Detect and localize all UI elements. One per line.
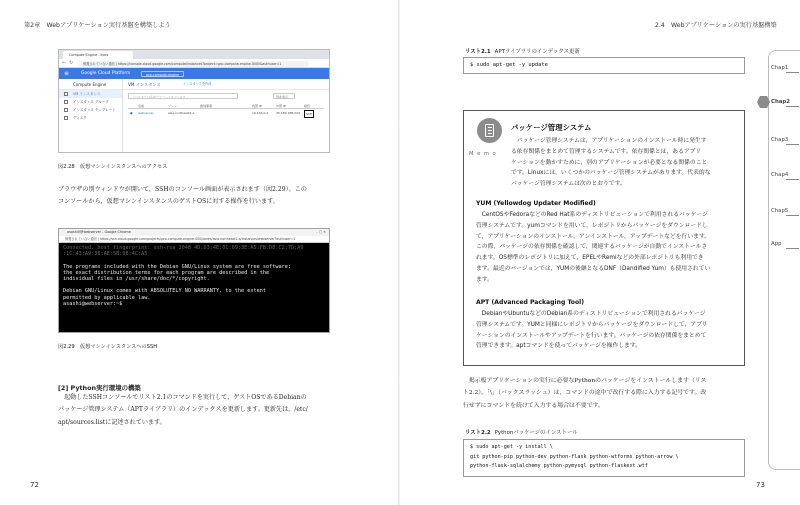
paragraph-python-packages: 掲示板アプリケーションの実行に必要なPythonのパッケージをインストールします（リス ト2.2）。「\」（バックスラッシュ）は，コマンドの途中で改行する際に入力する記号です。改 行せずにコマンドを続けて入力する場合は不要です。 bbox=[463, 378, 707, 409]
browser-url-bar bbox=[59, 59, 329, 68]
gcp-main bbox=[123, 79, 329, 152]
listing-2-2-code: $ sudo apt-get -y install \ git python-pip python-dev python-flask python-wtforms python-arrow \ python-flask-sqlalchemy python-pymysql python-flaskext.wtf bbox=[463, 439, 745, 477]
sidebar-item-disks[interactable]: ディスク bbox=[59, 114, 122, 122]
gcp-app-title: Google Cloud Platform bbox=[81, 71, 131, 76]
instance-name-link[interactable]: webserver bbox=[138, 111, 154, 115]
terminal-prompt: asashi@webserver:~$ bbox=[63, 300, 123, 307]
ssh-button[interactable]: SSH bbox=[306, 112, 313, 116]
main-header bbox=[123, 79, 329, 90]
chapter-tab-app[interactable]: App bbox=[771, 241, 800, 247]
memo-yum-heading: YUM (Yellowdog Updater Modified) bbox=[476, 200, 596, 207]
project-selector[interactable]: gcp-compute-engine bbox=[141, 71, 184, 77]
back-arrow-icon[interactable]: ← bbox=[62, 60, 67, 66]
refresh-icon[interactable]: ↻ bbox=[69, 60, 74, 66]
table-header: 名前 ゾーン 推奨事項 内部 IP 外部 IP 接続 bbox=[128, 103, 324, 109]
status-ok-icon: ● bbox=[130, 111, 133, 115]
paragraph-ssh-console: ブラウザの別ウィンドウが開いて，SSHのコンソール画面が表示されます（図2.29）。この コンソールから，仮想マシンインスタンスのゲストOSに対する操作を行います。 bbox=[58, 186, 307, 206]
memo-apt-heading: APT (Advanced Packaging Tool) bbox=[476, 299, 585, 306]
gcp-sidebar bbox=[59, 79, 123, 152]
paragraph-apt-update: 起動したSSHコンソールでリスト2.1のコマンドを実行して，ゲストOSであるDebianの パッケージ管理システム（APTライブラリ）のインデックスを更新します。更新先は，/etc/ apt/sources.listに記述されています。 bbox=[58, 394, 308, 426]
left-running-head: 第2章 Webアプリケーション実行基盤を構築しよう bbox=[24, 22, 171, 29]
chapter-tab-3[interactable]: Chap3 bbox=[771, 137, 800, 143]
listing-2-1-caption: リスト2.1 APTライブラリのインデックス更新 bbox=[465, 49, 580, 55]
sidebar-title: Compute Engine bbox=[59, 79, 122, 90]
section-heading-python: [2] Python実行環境の構築 bbox=[58, 384, 141, 392]
right-running-head: 2.4 Webアプリケーションの実行基盤構築 bbox=[655, 22, 777, 29]
left-page-number: 72 bbox=[30, 481, 39, 489]
window-controls-icon[interactable]: – □ ✕ bbox=[316, 230, 326, 234]
browser-tab[interactable]: Compute Engine - kpcs bbox=[63, 51, 133, 59]
browser-tab-bar bbox=[59, 50, 329, 59]
memo-yum-text: CentOSやFedoraなどのRed Hat系のディストリビューションで利用されるパッケージ 管理システムです。yumコマンドを用いて，レポジトリからパッケージをダウンロードし て，アプリケーションのインストール，アンインストール，アップデートなどを行います。 この際，パッケージの依存関係を確認して，関連するパッケージが自動でインストールさ れます。OS標準のレポジトリに加えて，EPELやRemiなどの外部レポジトリも利用でき ます。最近のバージョンでは，YUMの後継となるDNF（Dandified Yum）も使用されてい ます。 bbox=[476, 212, 711, 283]
gcp-header bbox=[59, 68, 329, 79]
create-instance-button[interactable]: インスタンスを作成 bbox=[183, 82, 212, 86]
hamburger-menu-icon[interactable]: ≡ bbox=[64, 70, 70, 77]
ssh-console-screenshot bbox=[58, 228, 330, 333]
sidebar-item-instance-templates[interactable]: インスタンス テンプレート bbox=[59, 106, 122, 114]
memo-box bbox=[463, 110, 745, 366]
disk-icon bbox=[64, 116, 68, 120]
ssh-url-bar[interactable]: 保護されていない通信 | https://ssh.cloud.google.com/projects/gcp-compute-engine-000/zones/asia-northeast1-a/instances/webserver?authuser=1 bbox=[59, 236, 329, 243]
address-field[interactable]: 保護されていない通信 | https://console.cloud.google.com/compute/instances?project=gcp-compute-engine-0000&authuser=1 bbox=[79, 61, 309, 67]
chapter-tab-5[interactable]: Chap5 bbox=[771, 208, 800, 214]
chapter-tab-1[interactable]: Chap1 bbox=[771, 65, 800, 71]
gcp-console-screenshot bbox=[58, 49, 330, 153]
listing-2-2-caption: リスト2.2 Pythonパッケージのインストール bbox=[465, 430, 578, 436]
terminal-output[interactable]: Connected, host fingerprint: ssh-rsa 2048 4D:D3:4E:0C:09:3E:A5:FB:DB:C2:7D:A9 :1C:43:A9:36:AE:5B:98:4C:A5 The programs included with the Debian GNU/Linux system are free software; the exact distribution terms for each program are described in the individual files in /usr/share/doc/*/copyright. Debian GNU/Linux comes with ABSOLUTELY NO WARRANTY, to the extent permitted by applicable law. asashi@webserver:~$ bbox=[63, 245, 304, 307]
chapter-tab-2[interactable]: Chap2 bbox=[771, 99, 800, 105]
window-title-bar bbox=[59, 229, 329, 236]
window-title: asashi0@webserver - Google Chrome bbox=[67, 230, 131, 234]
table-row: ● webserver asia-northeast1-a 10.146.0.2 35.189.188.234 SSH bbox=[130, 111, 313, 116]
chapter-index-tabs bbox=[768, 50, 800, 470]
filter-input[interactable]: ラベルまたは名前でリソースをフィルタ bbox=[128, 93, 238, 99]
memo-intro: パッケージ管理システムは，アプリケーションのインストール時に発生す る依存関係をまとめて管理するシステムです。依存関係とは，あるアプリ ケーションを動かすために，別のアプリケーションが必要となる関係のこと です。Linuxには，いくつかのパッケージ管理システムがあります。代表的な パッケージ管理システムは次のとおりです。 bbox=[511, 138, 711, 188]
right-page-number: 73 bbox=[756, 481, 765, 489]
memo-apt-text: DebianやUbuntuなどのDebian系のディストリビューションで利用されるパッケージ 管理システムです。YUMと同様にレポジトリからパッケージをダウンロードして，アプリ ケーションのインストールやアップデートを行います。パッケージの依存関係をまとめて 管理できます。aptコマンドを使ってパッケージを操作します。 bbox=[476, 311, 708, 350]
columns-button[interactable]: 列を表示 bbox=[273, 93, 295, 99]
current-chapter-marker-icon bbox=[757, 96, 770, 108]
vm-icon bbox=[64, 92, 68, 96]
chapter-tab-4[interactable]: Chap4 bbox=[771, 172, 800, 178]
memo-icon bbox=[477, 118, 502, 148]
memo-label: Memo bbox=[469, 151, 500, 157]
main-title: VM インスタンス bbox=[128, 82, 161, 87]
figure-2-29-caption: 図2.29 仮想マシンインスタンスへのSSH bbox=[58, 344, 158, 350]
sidebar-item-instance-groups[interactable]: インスタンス グループ bbox=[59, 98, 122, 106]
memo-title: パッケージ管理システム bbox=[511, 123, 592, 132]
sidebar-item-vm-instances[interactable]: VM インスタンス bbox=[59, 90, 122, 98]
group-icon bbox=[64, 100, 68, 104]
template-icon bbox=[64, 108, 68, 112]
listing-2-1-code: $ sudo apt-get -y update bbox=[463, 57, 745, 74]
figure-2-28-caption: 図2.28 仮想マシンインスタンスへのアクセス bbox=[58, 164, 168, 170]
